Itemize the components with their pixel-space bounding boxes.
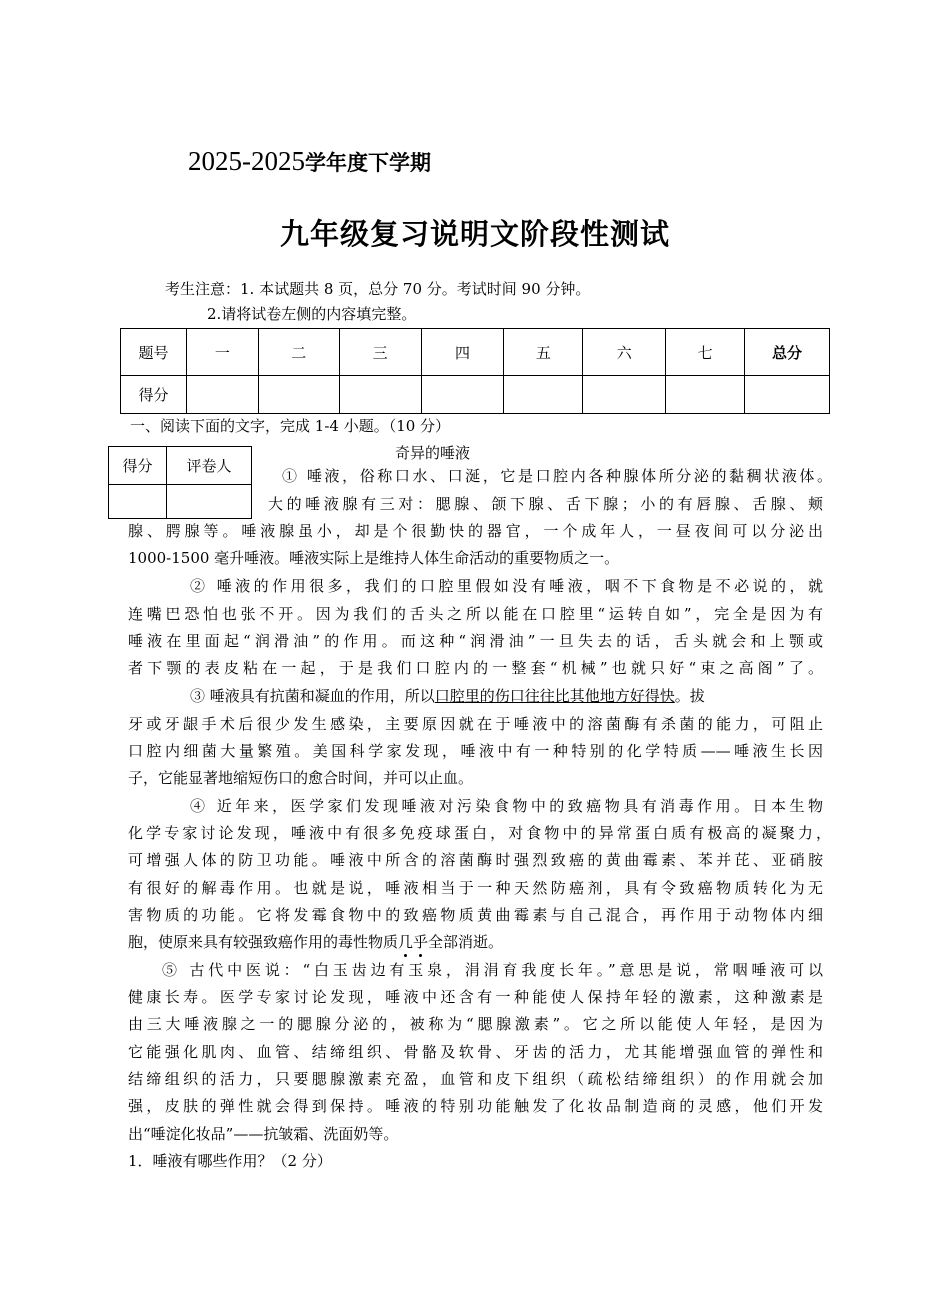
article-p5-line-3: 由三大唾液腺之一的腮腺分泌的，被称为“腮腺激素”。它之所以能使人年轻，是因为 xyxy=(128,1015,823,1033)
score-table-header-total: 总分 xyxy=(745,329,830,376)
article-p2-line-3: 唾液在里面起“润滑油”的作用。而这种“润滑油”一旦失去的话，舌头就会和上颚或 xyxy=(128,632,823,650)
score-table-header-q7: 七 xyxy=(666,329,745,376)
notice-line-1: 考生注意：1. 本试题共 8 页，总分 70 分。考试时间 90 分钟。 xyxy=(165,280,591,298)
article-p2-line-1: ② 唾液的作用很多，我们的口腔里假如没有唾液，咽不下食物是不必说的，就 xyxy=(190,577,823,595)
score-cell-total[interactable] xyxy=(745,376,830,414)
score-cell-q3[interactable] xyxy=(339,376,421,414)
score-cell-q6[interactable] xyxy=(583,376,666,414)
underlined-sentence: 口腔里的伤口往往比其他地方好得快 xyxy=(434,687,675,705)
score-table-header-q2: 二 xyxy=(258,329,339,376)
notice-line-2: 2.请将试卷左侧的内容填完整。 xyxy=(207,305,417,323)
school-year-heading xyxy=(188,146,431,177)
score-cell-q5[interactable] xyxy=(504,376,583,414)
score-table xyxy=(120,328,830,414)
question-1: 1．唾液有哪些作用？（2 分） xyxy=(128,1152,332,1170)
article-p4-line-6 xyxy=(128,935,503,950)
article-p5-line-5: 结缔组织的活力，只要腮腺激素充盈，血管和皮下组织（疏松结缔组织）的作用就会加 xyxy=(128,1070,823,1088)
score-table-header-q3: 三 xyxy=(339,329,421,376)
score-table-header-q6: 六 xyxy=(583,329,666,376)
article-p3-line-1-start: ③ 唾液具有抗菌和凝血的作用，所以 xyxy=(190,687,435,705)
score-table-header-q1: 一 xyxy=(186,329,258,376)
article-p4-line-5: 害物质的功能。它将发霉食物中的致癌物质黄曲霉素与自己混合，再作用于动物体内细 xyxy=(128,906,823,924)
article-p3-line-1 xyxy=(190,689,705,704)
article-p1-line-3: 腺、腭腺等。唾液腺虽小，却是个很勤快的器官，一个成年人，一昼夜间可以分泌出 xyxy=(128,522,823,540)
grader-name-label: 评卷人 xyxy=(167,447,252,485)
emphasis-dot-char-2: 乎 xyxy=(413,933,429,951)
term-label: 学年度下学期 xyxy=(305,151,431,175)
article-p2-line-4: 者下颚的表皮粘在一起，于是我们口腔内的一整套“机械”也就只好“束之高阁”了。 xyxy=(128,659,823,677)
section-heading: 一、阅读下面的文字，完成 1-4 小题。（10 分） xyxy=(130,417,451,435)
score-cell-q4[interactable] xyxy=(421,376,504,414)
article-p4-line-2: 化学专家讨论发现，唾液中有很多免疫球蛋白，对食物中的异常蛋白质有极高的凝聚力， xyxy=(128,824,831,842)
article-p5-line-4: 它能强化肌肉、血管、结缔组织、骨骼及软骨、牙齿的活力，尤其能增强血管的弹性和 xyxy=(128,1043,823,1061)
score-table-row-label: 得分 xyxy=(121,376,187,414)
school-year: 2025-2025 xyxy=(188,146,305,176)
grader-box xyxy=(108,446,252,519)
article-p5-line-2: 健康长寿。医学专家讨论发现，唾液中还含有一种能使人保持年轻的激素，这种激素是 xyxy=(128,988,823,1006)
article-p4-line-3: 可增强人体的防卫功能。唾液中所含的溶菌酶时强烈致癌的黄曲霉素、苯并芘、亚硝胺 xyxy=(128,851,823,869)
exam-title: 九年级复习说明文阶段性测试 xyxy=(279,217,670,251)
score-cell-q7[interactable] xyxy=(666,376,745,414)
emphasis-dot-char-1: 几 xyxy=(398,933,414,951)
article-p2-line-2: 连嘴巴恐怕也张不开。因为我们的舌头之所以能在口腔里“运转自如”，完全是因为有 xyxy=(128,605,823,623)
score-cell-q1[interactable] xyxy=(186,376,258,414)
article-p4-line-4: 有很好的解毒作用。也就是说，唾液相当于一种天然防癌剂，具有令致癌物质转化为无 xyxy=(128,879,823,897)
article-p4-line-1: ④ 近年来，医学家们发现唾液对污染食物中的致癌物具有消毒作用。日本生物 xyxy=(190,797,823,815)
article-p3-line-3: 口腔内细菌大量繁殖。美国科学家发现，唾液中有一种特别的化学特质——唾液生长因 xyxy=(128,742,823,760)
article-p5-line-7: 出“唾淀化妆品”——抗皱霜、洗面奶等。 xyxy=(128,1125,399,1143)
score-cell-q2[interactable] xyxy=(258,376,339,414)
article-p3-line-4: 子，它能显著地缩短伤口的愈合时间，并可以止血。 xyxy=(128,769,474,787)
score-table-header-q4: 四 xyxy=(421,329,504,376)
article-p1-line-2: 大的唾液腺有三对：腮腺、颌下腺、舌下腺；小的有唇腺、舌腺、颊 xyxy=(268,495,823,513)
article-p5-line-1: ⑤ 古代中医说：“白玉齿边有玉泉，涓涓育我度长年。”意思是说，常咽唾液可以 xyxy=(162,961,823,979)
grader-name-cell[interactable] xyxy=(167,485,252,519)
article-p3-line-1-end: 。拔 xyxy=(674,687,705,705)
article-p5-line-6: 强，皮肤的弹性就会得到保持。唾液的特别功能触发了化妆品制造商的灵感，他们开发 xyxy=(128,1097,823,1115)
article-p1-line-4: 1000-1500 毫升唾液。唾液实际上是维持人体生命活动的重要物质之一。 xyxy=(128,549,620,567)
score-table-header-label: 题号 xyxy=(121,329,187,376)
article-p4-line-6-end: 全部消逝。 xyxy=(428,933,504,951)
article-title: 奇异的唾液 xyxy=(395,444,471,462)
grader-score-cell[interactable] xyxy=(109,485,167,519)
article-p1-line-1: ① 唾液，俗称口水、口涎，它是口腔内各种腺体所分泌的黏稠状液体。 xyxy=(282,467,832,485)
grader-score-label: 得分 xyxy=(109,447,167,485)
score-table-header-q5: 五 xyxy=(504,329,583,376)
article-p4-line-6-start: 胞，使原来具有较强致癌作用的毒性物质 xyxy=(128,933,399,951)
article-p3-line-2: 牙或牙龈手术后很少发生感染，主要原因就在于唾液中的溶菌酶有杀菌的能力，可阻止 xyxy=(128,715,823,733)
